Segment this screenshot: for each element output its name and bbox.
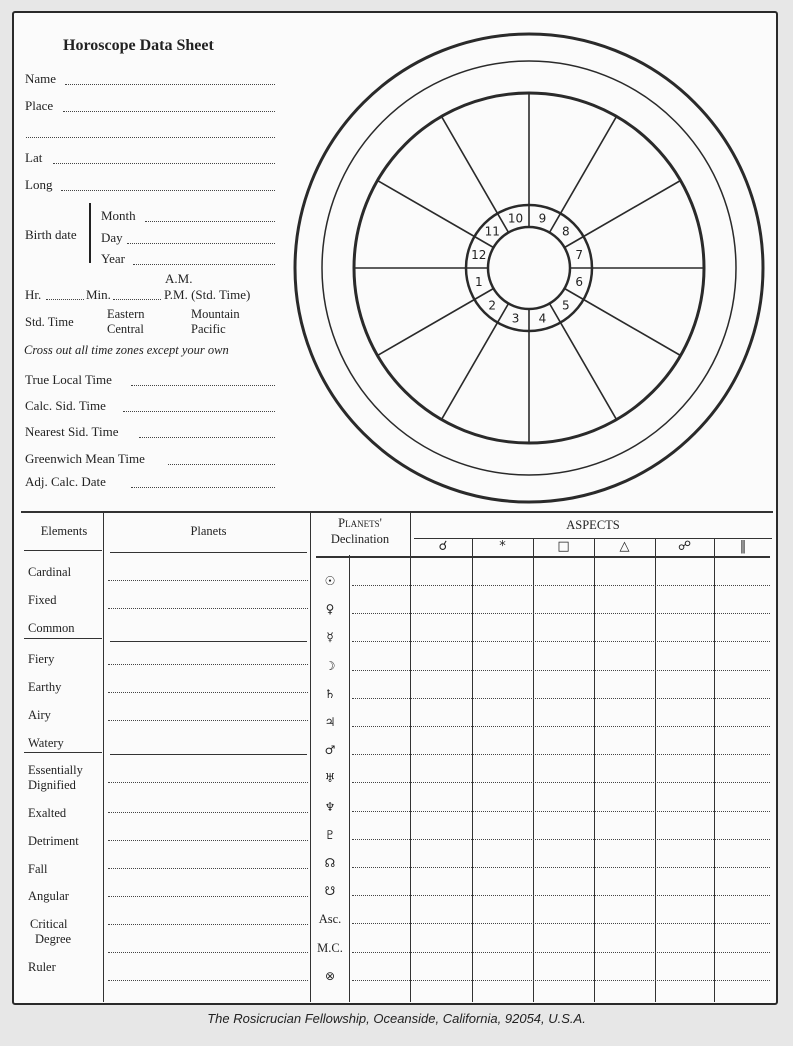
planets-entry-line[interactable]: [108, 896, 308, 897]
category-label-detriment: Detriment: [28, 834, 79, 848]
zone-pacific[interactable]: Pacific: [191, 322, 226, 336]
place-field-line-2[interactable]: [26, 137, 275, 138]
nearest-sid-time-label: Nearest Sid. Time: [25, 424, 119, 439]
wheel-number-ring-inner: [488, 224, 570, 309]
pm-std-time-label: P.M. (Std. Time): [164, 287, 251, 302]
planet-symbol-9: ♇: [324, 827, 336, 842]
planet-symbol-3: ☽: [324, 658, 336, 673]
name-field[interactable]: [65, 84, 275, 85]
element-label-common: Common: [28, 621, 75, 635]
planets-entry-line[interactable]: [108, 692, 308, 693]
table-divider-planets: [310, 512, 311, 1002]
house-number-6: 6: [575, 274, 584, 289]
critical-label-line1: Critical: [30, 917, 68, 931]
lat-label: Lat: [25, 150, 43, 165]
table-divider-elements: [103, 512, 104, 1002]
aspect-row-line[interactable]: [352, 895, 770, 896]
category-label-fall: Fall: [28, 862, 48, 876]
planets-entry-line[interactable]: [108, 608, 308, 609]
aspect-row-line[interactable]: [352, 980, 770, 981]
minute-field[interactable]: [113, 299, 161, 300]
aspect-row-line[interactable]: [352, 641, 770, 642]
element-label-cardinal: Cardinal: [28, 565, 72, 579]
long-field[interactable]: [61, 190, 275, 191]
category-label-exalted: Exalted: [28, 806, 67, 820]
aspect-row-line[interactable]: [352, 923, 770, 924]
element-label-earthy: Earthy: [28, 680, 62, 694]
adj-calc-date-label: Adj. Calc. Date: [25, 474, 106, 489]
cross-out-instruction: Cross out all time zones except your own: [24, 343, 229, 357]
aspects-header: ASPECTS: [566, 518, 620, 532]
aspect-row-line[interactable]: [352, 670, 770, 671]
declination-header-line2: Declination: [330, 532, 390, 546]
sheet-title: Horoscope Data Sheet: [63, 37, 214, 54]
aspect-symbol-2: □: [557, 539, 570, 554]
number-ring-divider: [550, 213, 561, 232]
calc-sid-time-label: Calc. Sid. Time: [25, 398, 106, 413]
aspect-symbol-0: ☌: [438, 539, 448, 554]
element-label-fiery: Fiery: [28, 652, 55, 666]
place-field[interactable]: [63, 111, 275, 112]
planet-symbol-10: ☊: [324, 856, 336, 870]
day-label: Day: [101, 230, 123, 245]
house-cusp-line: [561, 323, 617, 420]
aspect-row-line[interactable]: [352, 839, 770, 840]
true-local-time-field[interactable]: [131, 385, 275, 386]
aspect-column-divider: [594, 539, 595, 1002]
aspect-column-divider: [714, 539, 715, 1002]
house-number-12: 12: [471, 248, 487, 263]
planet-symbol-6: ♂: [324, 743, 336, 758]
elements-header: Elements: [40, 524, 88, 538]
planet-symbol-13: M.C.: [317, 940, 343, 955]
planets-entry-line[interactable]: [108, 924, 308, 925]
planets-header-rule: [110, 552, 307, 553]
place-label: Place: [25, 98, 54, 113]
ruler-label: Ruler: [28, 960, 56, 974]
planets-entry-line[interactable]: [108, 664, 308, 665]
lat-field[interactable]: [53, 163, 275, 164]
adj-calc-date-field[interactable]: [131, 487, 275, 488]
category-label-angular: Angular: [28, 889, 69, 903]
aspect-row-line[interactable]: [352, 952, 770, 953]
house-cusp-line: [584, 300, 681, 356]
planet-symbol-14: ⊗: [324, 968, 336, 983]
aspect-row-line[interactable]: [352, 613, 770, 614]
gmt-label: Greenwich Mean Time: [25, 451, 145, 466]
nearest-sid-time-field[interactable]: [139, 437, 275, 438]
aspect-row-line[interactable]: [352, 726, 770, 727]
footer-credit: The Rosicrucian Fellowship, Oceanside, California, 92054, U.S.A.: [207, 1011, 586, 1026]
planets-entry-line[interactable]: [108, 980, 308, 981]
house-cusp-line: [584, 181, 681, 237]
aspect-row-line[interactable]: [352, 782, 770, 783]
aspect-row-line[interactable]: [352, 867, 770, 868]
planets-header: Planets: [190, 524, 227, 538]
element-group-rule-planets: [110, 754, 307, 755]
calc-sid-time-field[interactable]: [123, 411, 275, 412]
planets-entry-line[interactable]: [108, 782, 308, 783]
year-label: Year: [101, 251, 125, 266]
quality-group-rule-planets: [110, 641, 307, 642]
house-cusp-line: [561, 116, 617, 213]
aspect-symbol-4: ☍: [677, 539, 692, 554]
aspect-column-divider: [472, 539, 473, 1002]
day-field[interactable]: [127, 243, 275, 244]
month-label: Month: [101, 208, 136, 223]
aspect-row-line[interactable]: [352, 585, 770, 586]
table-top-rule: [21, 511, 773, 513]
aspect-symbol-5: ‖: [739, 539, 747, 554]
house-number-1: 1: [474, 274, 483, 289]
aspect-symbol-1: *: [499, 539, 506, 554]
planet-symbol-2: ☿: [326, 630, 334, 645]
number-ring-divider: [550, 304, 561, 323]
aspect-row-line[interactable]: [352, 698, 770, 699]
hour-field[interactable]: [46, 299, 84, 300]
house-number-3: 3: [511, 311, 520, 326]
planets-entry-line[interactable]: [108, 812, 308, 813]
zone-mountain[interactable]: Mountain: [191, 307, 240, 321]
house-cusp-line: [442, 323, 498, 420]
hour-label: Hr.: [25, 287, 42, 302]
house-number-11: 11: [484, 224, 500, 239]
house-number-9: 9: [538, 211, 547, 226]
element-label-watery: Watery: [28, 736, 64, 750]
name-label: Name: [25, 71, 57, 86]
birth-date-label: Birth date: [25, 227, 77, 242]
gmt-field[interactable]: [168, 464, 275, 465]
planet-symbol-12: Asc.: [318, 912, 342, 927]
planet-symbol-1: ♀: [325, 602, 335, 617]
am-label: A.M.: [165, 271, 193, 286]
table-divider-symbols: [349, 555, 350, 1002]
house-cusp-line: [377, 300, 474, 356]
planets-entry-line[interactable]: [108, 720, 308, 721]
element-label-airy: Airy: [28, 708, 51, 722]
planet-symbol-11: ☋: [324, 884, 336, 899]
long-label: Long: [25, 177, 53, 192]
std-time-label: Std. Time: [25, 315, 74, 329]
planets-entry-line[interactable]: [108, 868, 308, 869]
planet-symbol-5: ♃: [324, 715, 336, 729]
critical-label-line2: Degree: [35, 932, 72, 946]
declination-header-line1: Planets': [338, 516, 382, 530]
number-ring-divider: [498, 304, 509, 323]
aspect-column-divider: [655, 539, 656, 1002]
house-number-7: 7: [575, 248, 584, 263]
aspect-column-divider: [533, 539, 534, 1002]
house-number-8: 8: [561, 224, 570, 239]
month-field[interactable]: [145, 221, 275, 222]
quality-group-rule: [24, 638, 102, 639]
dignity-label-line2: Dignified: [28, 778, 76, 792]
aspect-symbol-3: △: [619, 539, 630, 554]
planet-symbol-7: ♅: [324, 771, 336, 786]
element-group-rule: [24, 752, 102, 753]
horoscope-wheel: [290, 30, 770, 510]
planets-entry-line[interactable]: [108, 840, 308, 841]
house-number-5: 5: [561, 298, 570, 313]
dignity-label-line1: Essentially: [28, 763, 83, 777]
planet-symbol-8: ♆: [324, 799, 336, 814]
zone-eastern[interactable]: Eastern: [107, 307, 145, 321]
house-number-10: 10: [507, 211, 524, 226]
house-number-4: 4: [538, 311, 547, 326]
minute-label: Min.: [86, 287, 111, 302]
true-local-time-label: True Local Time: [25, 372, 112, 387]
house-cusp-line: [442, 116, 498, 213]
planet-symbol-0: ☉: [324, 574, 336, 588]
house-number-2: 2: [488, 298, 497, 313]
elements-header-rule: [24, 550, 102, 551]
year-field[interactable]: [133, 264, 275, 265]
planets-entry-line[interactable]: [108, 580, 308, 581]
aspects-symbol-rule: [316, 556, 770, 558]
zone-central[interactable]: Central: [107, 322, 144, 336]
birth-date-brace: [89, 203, 97, 263]
planet-symbol-4: ♄: [324, 686, 336, 701]
house-cusp-line: [377, 181, 474, 237]
planets-entry-line[interactable]: [108, 952, 308, 953]
aspect-row-line[interactable]: [352, 811, 770, 812]
aspect-row-line[interactable]: [352, 754, 770, 755]
element-label-fixed: Fixed: [28, 593, 57, 607]
